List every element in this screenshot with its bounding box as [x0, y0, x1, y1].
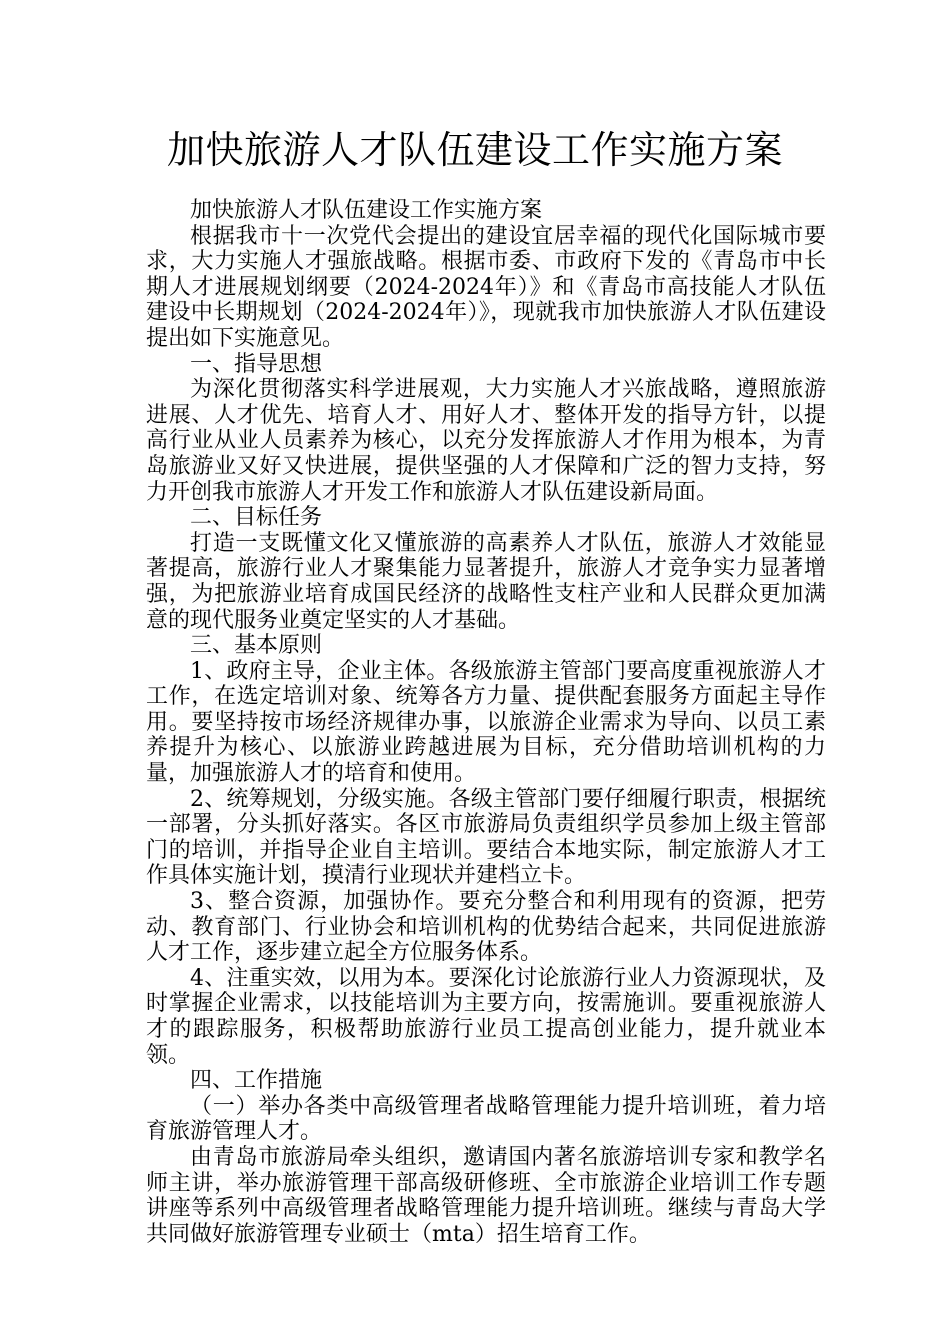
section-heading-guiding-ideology: 一、指导思想 [190, 351, 323, 377]
paragraph-measure-1-heading: （一）举办各类中高级管理者战略管理能力提升培训班，着力培育旅游管理人才。 [146, 1093, 826, 1145]
document-body [146, 198, 826, 1247]
document-title: 加快旅游人才队伍建设工作实施方案 [166, 128, 783, 172]
paragraph-principle-4: 4、注重实效，以用为本。要深化讨论旅游行业人力资源现状，及时掌握企业需求，以技能培训为主要方向，按需施训。要重视旅游人才的跟踪服务，积极帮助旅游行业员工提高创业能力，提升就业本领。 [146, 965, 826, 1068]
paragraph-goals: 打造一支既懂文化又懂旅游的高素养人才队伍，旅游人才效能显著提高，旅游行业人才聚集能力显著提升，旅游人才竞争实力显著增强，为把旅游业培育成国民经济的战略性支柱产业和人民群众更加满意的现代服务业奠定坚实的人才基础。 [146, 530, 826, 633]
section-heading-goals: 二、目标任务 [190, 505, 323, 531]
section-heading-measures: 四、工作措施 [190, 1068, 323, 1094]
paragraph-measure-1-body: 由青岛市旅游局牵头组织，邀请国内著名旅游培训专家和教学名师主讲，举办旅游管理干部高级研修班、全市旅游企业培训工作专题讲座等系列中高级管理者战略管理能力提升培训班。继续与青岛大学共同做好旅游管理专业硕士（mta）招生培育工作。 [146, 1144, 826, 1247]
paragraph-guiding-ideology: 为深化贯彻落实科学进展观，大力实施人才兴旅战略，遵照旅游进展、人才优先、培育人才、用好人才、整体开发的指导方针，以提高行业从业人员素养为核心，以充分发挥旅游人才作用为根本，为青岛旅游业又好又快进展，提供坚强的人才保障和广泛的智力支持，努力开创我市旅游人才开发工作和旅游人才队伍建设新局面。 [146, 377, 826, 505]
paragraph-principle-1: 1、政府主导，企业主体。各级旅游主管部门要高度重视旅游人才工作，在选定培训对象、统筹各方力量、提供配套服务方面起主导作用。要坚持按市场经济规律办事，以旅游企业需求为导向、以员工素养提升为核心、以旅游业跨越进展为目标，充分借助培训机构的力量，加强旅游人才的培育和使用。 [146, 658, 826, 787]
paragraph-subtitle: 加快旅游人才队伍建设工作实施方案 [190, 198, 543, 223]
paragraph-principle-2: 2、统筹规划，分级实施。各级主管部门要仔细履行职责，根据统一部署，分头抓好落实。各区市旅游局负责组织学员参加上级主管部门的培训，并指导企业自主培训。要结合本地实际，制定旅游人才工作具体实施计划，摸清行业现状并建档立卡。 [146, 786, 826, 889]
section-heading-principles: 三、基本原则 [190, 633, 323, 659]
paragraph-principle-3: 3、整合资源，加强协作。要充分整合和利用现有的资源，把劳动、教育部门、行业协会和培训机构的优势结合起来，共同促进旅游人才工作，逐步建立起全方位服务体系。 [146, 889, 826, 966]
paragraph-intro: 根据我市十一次党代会提出的建设宜居幸福的现代化国际城市要求，大力实施人才强旅战略。根据市委、市政府下发的《青岛市中长期人才进展规划纲要（2024-2024年）》和《青岛市高技能人才队伍建设中长期规划（2024-2024年）》，现就我市加快旅游人才队伍建设提出如下实施意见。 [146, 223, 826, 351]
